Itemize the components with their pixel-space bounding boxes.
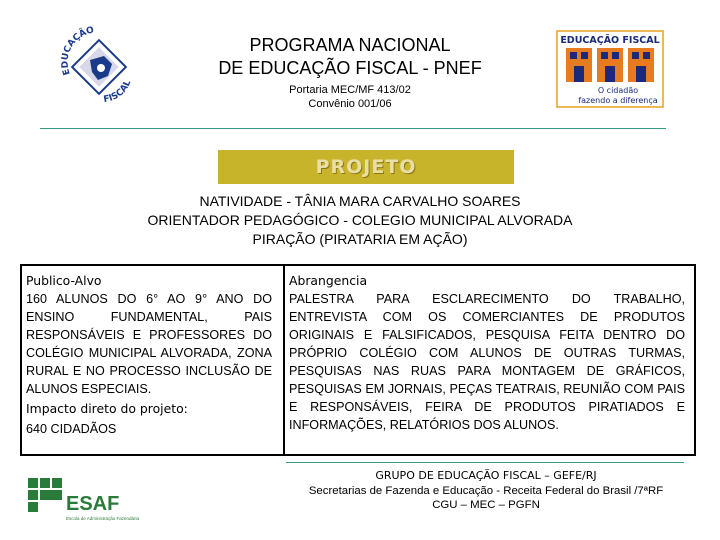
houses-logo-title: EDUCAÇÃO FISCAL xyxy=(560,35,660,46)
title-line-1: PROGRAMA NACIONAL xyxy=(249,35,451,55)
project-info xyxy=(60,192,660,249)
page-title xyxy=(180,34,520,80)
houses-tagline-1: O cidadão xyxy=(597,86,639,95)
project-author: NATIVIDADE - TÂNIA MARA CARVALHO SOARES xyxy=(199,193,521,209)
esaf-subtitle: Escola de Administração Fazendária xyxy=(66,516,140,521)
footer-org: GRUPO DE EDUCAÇÃO FISCAL – GEFE/RJ xyxy=(375,469,597,482)
target-audience-heading: Publico-Alvo xyxy=(26,273,102,288)
projeto-label: PROJETO xyxy=(315,156,417,178)
project-name: PIRAÇÃO (PIRATARIA EM AÇÃO) xyxy=(252,231,468,247)
project-details-box xyxy=(20,264,696,456)
seal-text-bottom: FISCAL xyxy=(102,78,134,106)
footer-agencies: CGU – MEC – PGFN xyxy=(432,499,540,511)
educacao-fiscal-seal-icon xyxy=(54,22,144,112)
esaf-name: ESAF xyxy=(66,493,120,515)
convenio-text: Convênio 001/06 xyxy=(308,98,392,110)
portaria-text: Portaria MEC/MF 413/02 xyxy=(289,84,411,96)
target-audience-column xyxy=(26,266,272,454)
impact-heading: Impacto direto do projeto: xyxy=(26,401,188,416)
scope-column xyxy=(289,266,685,454)
projeto-banner xyxy=(218,150,514,184)
footer xyxy=(282,469,690,513)
header-subtitle xyxy=(240,83,460,111)
esaf-logo-icon xyxy=(26,474,148,524)
houses-tagline-2: fazendo a diferença xyxy=(578,96,658,105)
scope-heading: Abrangencia xyxy=(289,273,368,288)
column-divider xyxy=(283,266,285,454)
footer-divider xyxy=(286,462,684,463)
scope-body: PALESTRA PARA ESCLARECIMENTO DO TRABALHO, ENTREVISTA COM OS COMERCIANTES DE PRODUTOS ORIGINAIS E FALSIFICADOS, PESQUISA FEITA DENTRO DO PRÓPRIO COLÉGIO COM ALUNOS DE OUTRAS TURMAS, PESQUISAS NAS RUAS PARA MONTAGEM DE GRÁFICOS, PESQUISAS EM JORNAIS, PEÇAS TEATRAIS, REUNIÃO COM PAIS E RESPONSÁVEIS, FEIRA DE PRODUTOS PIRATIADOS E INFORMAÇÕES, RELATÓRIOS DOS ALUNOS. xyxy=(289,292,685,432)
footer-partners: Secretarias de Fazenda e Educação - Receita Federal do Brasil /7ªRF xyxy=(308,484,664,497)
project-school: ORIENTADOR PEDAGÓGICO - COLEGIO MUNICIPAL ALVORADA xyxy=(147,212,573,228)
target-audience-body: 160 ALUNOS DO 6° AO 9° ANO DO ENSINO FUNDAMENTAL, PAIS RESPONSÁVEIS E PROFESSORES DO COLÉGIO MUNICIPAL ALVORADA, ZONA RURAL E NO PROCESSO INCLUSÃO DE ALUNOS ESPECIAIS. xyxy=(26,292,272,396)
impact-value: 640 CIDADÃOS xyxy=(26,422,117,436)
header-divider xyxy=(40,128,666,129)
title-line-2: DE EDUCAÇÃO FISCAL - PNEF xyxy=(218,58,482,78)
seal-text-top: EDUCAÇÃO xyxy=(60,25,95,77)
educacao-fiscal-houses-icon xyxy=(556,30,664,108)
